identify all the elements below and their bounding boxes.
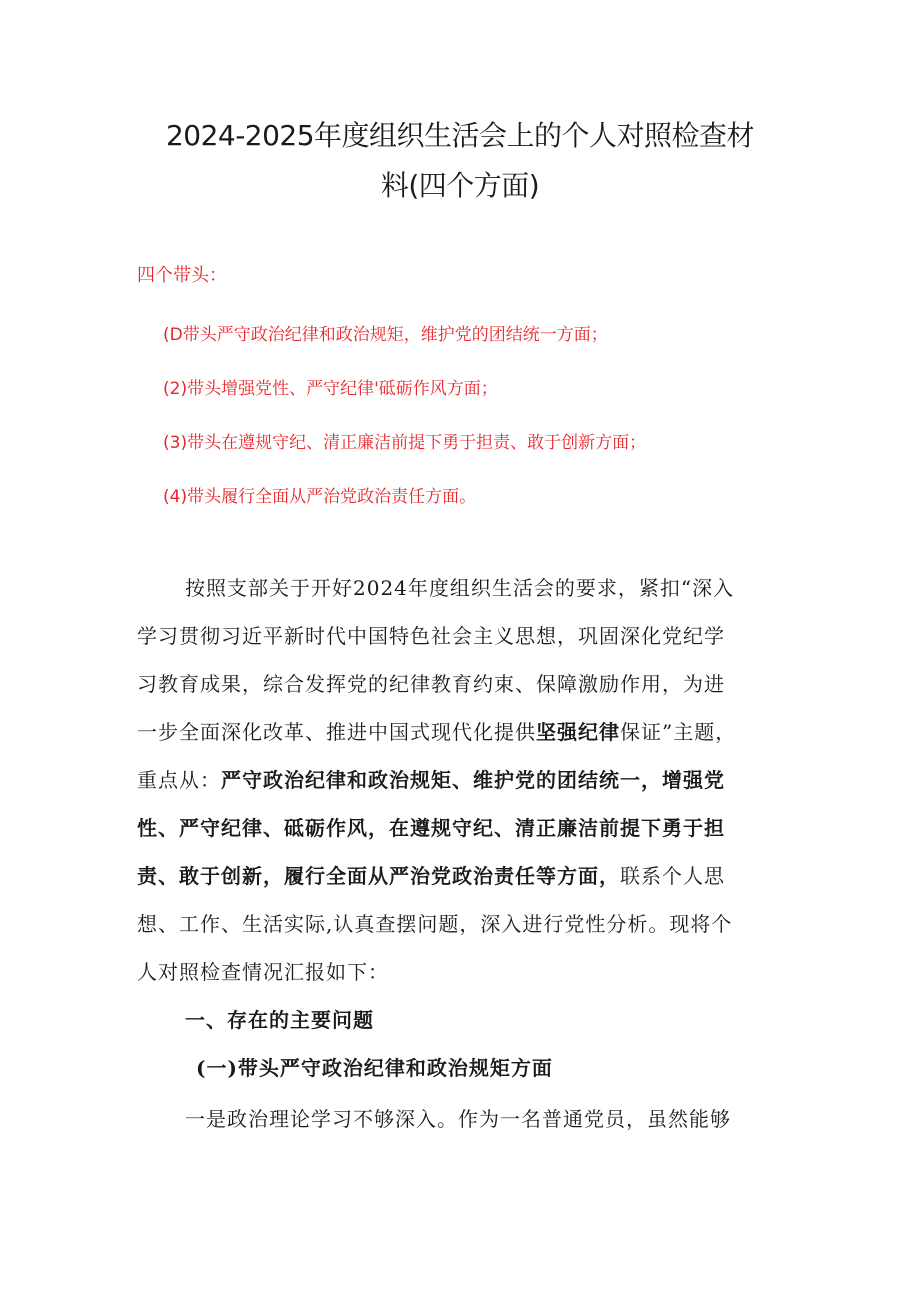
four-leads-item: (D带头严守政治纪律和政治规矩，维护党的团结统一方面； [163, 325, 608, 345]
intro-line: 学习贯彻习近平新时代中国特色社会主义思想，巩固深化党纪学 [137, 624, 725, 648]
section-heading: 一、存在的主要问题 [185, 1008, 374, 1032]
subsection-heading: (一)带头严守政治纪律和政治规矩方面 [196, 1056, 553, 1080]
intro-line: 性、严守纪律、砥砺作风，在遵规守纪、清正廉洁前提下勇于担 [137, 816, 725, 840]
intro-text: 保证”主题， [620, 720, 737, 744]
paragraph-line: 一是政治理论学习不够深入。作为一名普通党员，虽然能够 [185, 1107, 731, 1131]
four-leads-item: (4)带头履行全面从严治党政治责任方面。 [163, 487, 477, 507]
document-title-line-2: 料(四个方面) [380, 169, 540, 202]
four-leads-item: (2)带头增强党性、严守纪律'砥砺作风方面； [163, 379, 498, 399]
intro-line: 想、工作、生活实际,认真查摆问题，深入进行党性分析。现将个 [137, 912, 733, 936]
intro-text: 一步全面深化改革、推进中国式现代化提供 [137, 720, 536, 744]
intro-line: 按照支部关于开好2024年度组织生活会的要求，紧扣“深入 [185, 576, 735, 600]
intro-line: 习教育成果，综合发挥党的纪律教育约束、保障激励作用，为进 [137, 672, 725, 696]
intro-bold-text: 坚强纪律 [536, 720, 620, 744]
intro-line: 人对照检查情况汇报如下： [137, 960, 389, 984]
four-leads-item: (3)带头在遵规守纪、清正廉洁前提下勇于担责、敢于创新方面； [163, 433, 647, 453]
intro-line [137, 860, 797, 889]
intro-bold-text: 责、敢于创新，履行全面从严治党政治责任等方面， [137, 864, 620, 888]
intro-text: 重点从： [137, 768, 221, 792]
intro-line [137, 716, 797, 745]
intro-text: 联系个人思 [620, 864, 725, 888]
document-title-line-1: 2024-2025年度组织生活会上的个人对照检查材 [165, 119, 755, 152]
intro-bold-text: 严守政治纪律和政治规矩、维护党的团结统一，增强党 [221, 768, 725, 792]
four-leads-heading: 四个带头： [137, 265, 227, 286]
intro-line [137, 764, 797, 793]
